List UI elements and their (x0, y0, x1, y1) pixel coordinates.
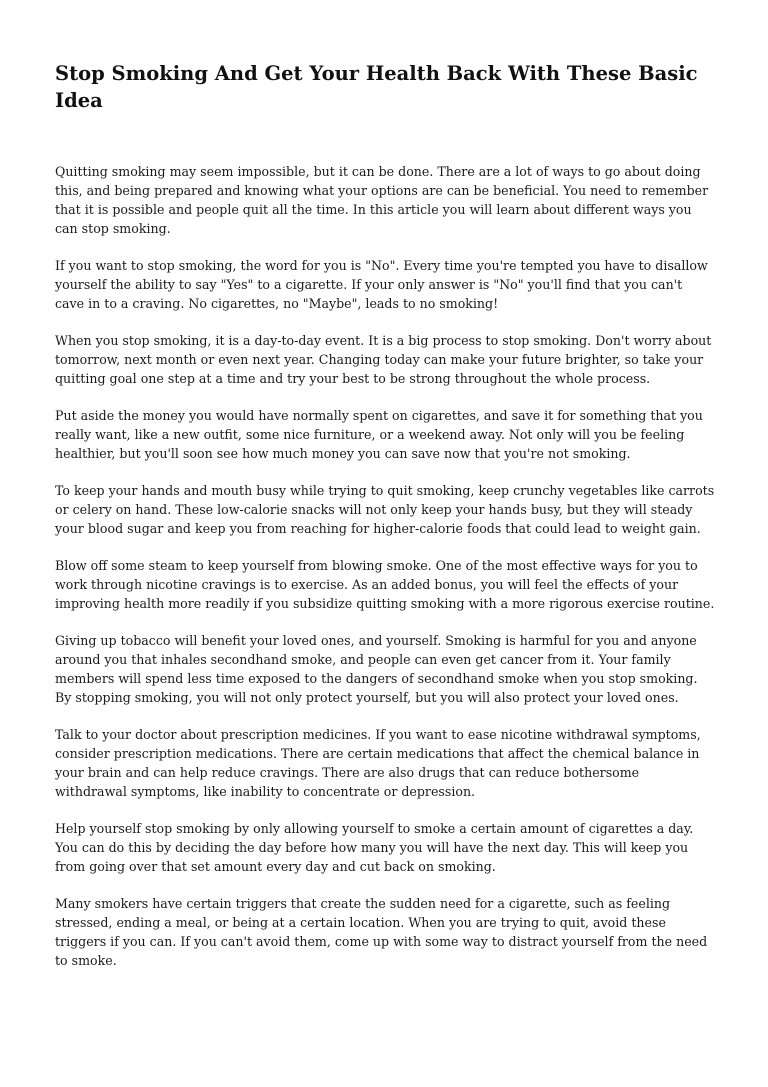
paragraph: Blow off some steam to keep yourself from blowing smoke. One of the most effective ways for you to work through nicotine cravings is to exercise. As an added bonus, you will feel the effects of your improving health more readily if you subsidize quitting smoking with a more rigorous exercise routine. (55, 558, 715, 611)
paragraph: Giving up tobacco will benefit your loved ones, and yourself. Smoking is harmful for you and anyone around you that inhales secondhand smoke, and people can even get cancer from it. Your family members will spend less time exposed to the dangers of secondhand smoke when you stop smoking. By stopping smoking, you will not only protect yourself, but you will also protect your loved ones. (55, 633, 698, 705)
paragraph: Many smokers have certain triggers that create the sudden need for a cigarette, such as feeling stressed, ending a meal, or being at a certain location. When you are trying to quit, avoid these triggers if you can. If you can't avoid them, come up with some way to distract yourself from the need to smoke. (55, 896, 708, 968)
paragraph: Put aside the money you would have normally spent on cigarettes, and save it for something that you really want, like a new outfit, some nice furniture, or a weekend away. Not only will you be feeling healthier, but you'll soon see how much money you can save now that you're not smoking. (55, 408, 703, 461)
paragraph: Talk to your doctor about prescription medicines. If you want to ease nicotine withdrawal symptoms, consider prescription medications. There are certain medications that affect the chemical balance in your brain and can help reduce cravings. There are also drugs that can reduce bothersome withdrawal symptoms, like inability to concentrate or depression. (55, 727, 701, 799)
paragraph: If you want to stop smoking, the word for you is "No". Every time you're tempted you have to disallow yourself the ability to say "Yes" to a cigarette. If your only answer is "No" you'll find that you can't cave in to a craving. No cigarettes, no "Maybe", leads to no smoking! (55, 258, 708, 311)
paragraph: When you stop smoking, it is a day-to-day event. It is a big process to stop smoking. Don't worry about tomorrow, next month or even next year. Changing today can make your future brighter, so take your quitting goal one step at a time and try your best to be strong throughout the whole process. (55, 333, 712, 386)
paragraph: Quitting smoking may seem impossible, but it can be done. There are a lot of ways to go about doing this, and being prepared and knowing what your options are can be beneficial. You need to remember that it is possible and people quit all the time. In this article you will learn about different ways you can stop smoking. (55, 164, 709, 236)
document-page (55, 60, 715, 988)
document-title: Stop Smoking And Get Your Health Back With These Basic Idea (55, 62, 698, 112)
paragraph: Help yourself stop smoking by only allowing yourself to smoke a certain amount of cigarettes a day. You can do this by deciding the day before how many you will have the next day. This will keep you from going over that set amount every day and cut back on smoking. (55, 821, 694, 874)
paragraph: To keep your hands and mouth busy while trying to quit smoking, keep crunchy vegetables like carrots or celery on hand. These low-calorie snacks will not only keep your hands busy, but they will steady your blood sugar and keep you from reaching for higher-calorie foods that could lead to weight gain. (55, 483, 715, 536)
